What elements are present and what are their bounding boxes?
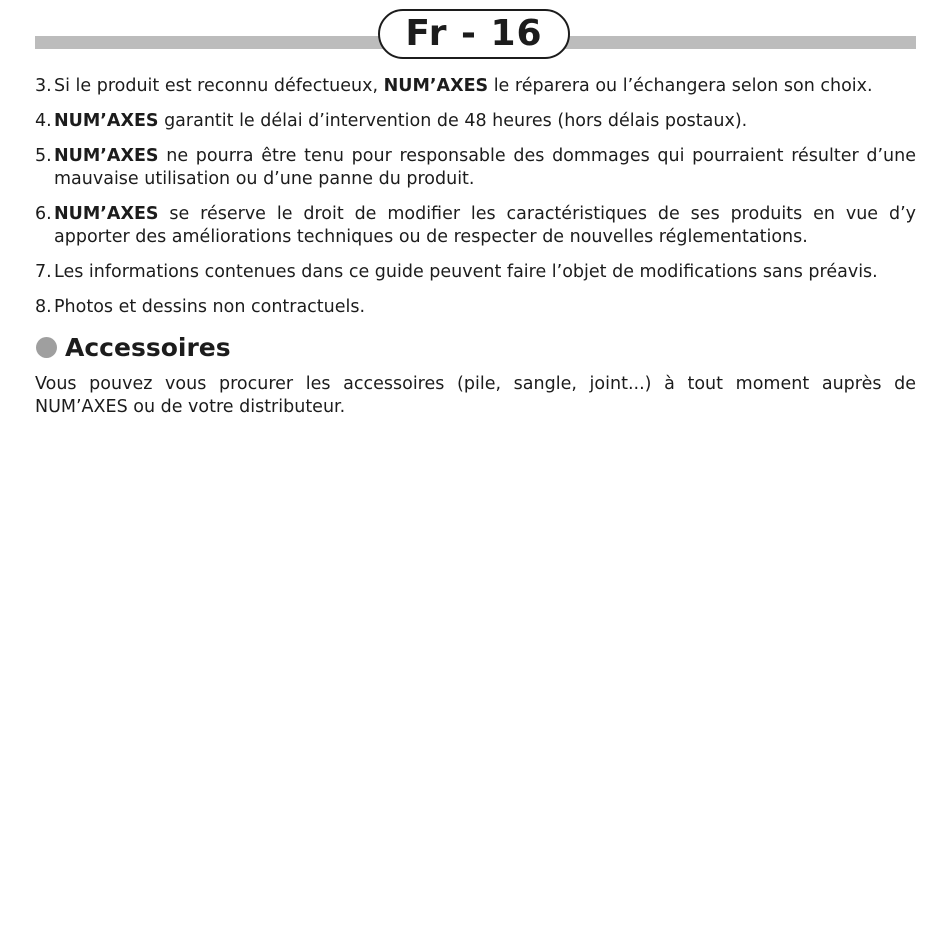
brand-name: NUM’AXES xyxy=(54,146,159,166)
list-number: 6. xyxy=(35,204,52,224)
list-text: Si le produit est reconnu défectueux, NUM’AXES le réparera ou l’échangera selon son choix. xyxy=(54,76,873,96)
list-item-5 xyxy=(35,145,916,191)
list-item-6 xyxy=(35,203,916,249)
list-item-4 xyxy=(35,110,916,133)
list-item-8 xyxy=(35,296,916,319)
list-number: 7. xyxy=(35,262,52,282)
section-title: Accessoires xyxy=(65,332,231,362)
section-heading xyxy=(35,331,916,363)
page-number-badge: Fr - 16 xyxy=(378,9,570,59)
document-body xyxy=(35,75,916,419)
section-paragraph: Vous pouvez vous procurer les accessoires (pile, sangle, joint...) à tout moment auprès de NUM’AXES ou de votre distributeur. xyxy=(35,374,916,417)
brand-name: NUM’AXES xyxy=(54,111,159,131)
list-text: Photos et dessins non contractuels. xyxy=(54,297,366,317)
list-item-3 xyxy=(35,75,916,98)
list-text: NUM’AXES se réserve le droit de modifier les caractéristiques de ses produits en vue d’y apporter des améliorations techniques ou de respecter de nouvelles réglementations. xyxy=(54,204,916,247)
brand-name: NUM’AXES xyxy=(54,204,159,224)
bullet-dot-icon xyxy=(36,337,57,358)
list-text: NUM’AXES garantit le délai d’intervention de 48 heures (hors délais postaux). xyxy=(54,111,748,131)
list-number: 5. xyxy=(35,146,52,166)
list-number: 8. xyxy=(35,297,52,317)
list-text: Les informations contenues dans ce guide peuvent faire l’objet de modifications sans préavis. xyxy=(54,262,878,282)
list-text: NUM’AXES ne pourra être tenu pour responsable des dommages qui pourraient résulter d’une mauvaise utilisation ou d’une panne du produit. xyxy=(54,146,916,189)
brand-name: NUM’AXES xyxy=(383,76,489,96)
list-item-7 xyxy=(35,261,916,284)
list-number: 4. xyxy=(35,111,52,131)
list-number: 3. xyxy=(35,76,52,96)
